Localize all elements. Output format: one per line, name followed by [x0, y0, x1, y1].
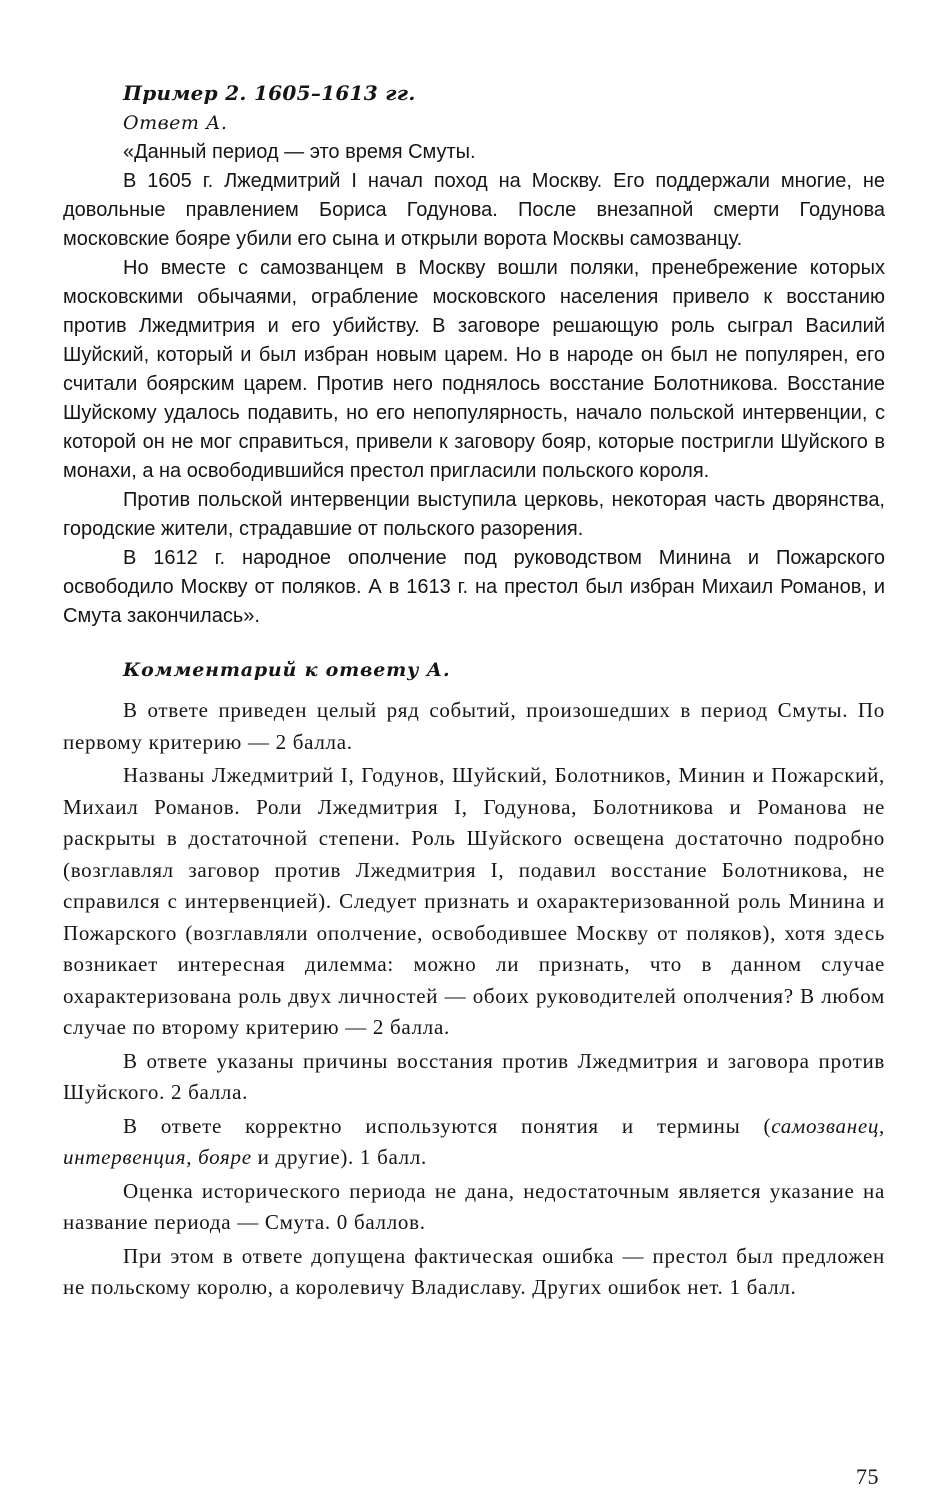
- comment-text: [63, 695, 885, 1304]
- answer-label: Ответ А.: [123, 112, 228, 134]
- answer-paragraph: Против польской интервенции выступила церковь, некоторая часть дворянства, городские жители, страдавшие от польского разорения.: [63, 489, 885, 540]
- terms-outro: и другие). 1 балл.: [251, 1145, 427, 1169]
- answer-paragraph: «Данный период — это время Смуты.: [123, 141, 476, 163]
- example-title: Пример 2. 1605–1613 гг.: [123, 81, 416, 105]
- comment-heading: Комментарий к ответу А.: [123, 659, 451, 681]
- answer-paragraph: В 1612 г. народное ополчение под руководством Минина и Пожарского освободило Москву от поляков. А в 1613 г. на престол был избран Михаил Романов, и Смута закончилась».: [63, 547, 885, 627]
- terms-list: самозванец, интервенция, бояре: [63, 1113, 885, 1169]
- answer-paragraph: В 1605 г. Лжедмитрий I начал поход на Москву. Его поддержали многие, не довольные правлением Бориса Годунова. После внезапной смерти Годунова московские бояре убили его сына и открыли ворота Москвы самозванцу.: [63, 170, 885, 250]
- answer-text: [63, 138, 885, 631]
- comment-paragraph: Оценка исторического периода не дана, недостаточным является указание на название периода — Смута. 0 баллов.: [63, 1178, 885, 1234]
- comment-paragraph: При этом в ответе допущена фактическая ошибка — престол был предложен не польскому королю, а королевичу Владиславу. Других ошибок нет. 1 балл.: [63, 1243, 885, 1299]
- document-page: [63, 78, 885, 1306]
- comment-paragraph: В ответе приведен целый ряд событий, произошедших в период Смуты. По первому критерию — 2 балла.: [63, 698, 885, 754]
- page-number: 75: [856, 1464, 879, 1489]
- comment-paragraph: В ответе указаны причины восстания против Лжедмитрия и заговора против Шуйского. 2 балла.: [63, 1048, 885, 1104]
- terms-intro: В ответе корректно используются понятия и термины (: [123, 1113, 772, 1138]
- answer-paragraph: Но вместе с самозванцем в Москву вошли поляки, пренебрежение которых московскими обычаями, ограбление московского населения привело к восстанию против Лжедмитрия и его убийству. В заговоре решающую роль сыграл Василий Шуйский, который и был избран новым царем. Но в народе он был не популярен, его считали боярским царем. Против него поднялось восстание Болотникова. Восстание Шуйскому удалось подавить, но его непопулярность, начало польской интервенции, с которой он не мог справиться, привели к заговору бояр, которые постригли Шуйского в монахи, а на освободившийся престол пригласили польского короля.: [63, 257, 885, 482]
- comment-paragraph-terms: [63, 1111, 885, 1174]
- comment-paragraph: Названы Лжедмитрий I, Годунов, Шуйский, Болотников, Минин и Пожарский, Михаил Романов. Роли Лжедмитрия I, Годунова, Болотникова и Романова не раскрыты в достаточной степени. Роль Шуйского освещена достаточно подробно (возглавлял заговор против Лжедмитрия I, подавил восстание Болотникова, не справился с интервенцией). Следует признать и охарактеризованной роль Минина и Пожарского (возглавляли ополчение, освободившее Москву от поляков), хотя здесь возникает интересная дилемма: можно ли признать, что в данном случае охарактеризована роль двух личностей — обоих руководителей ополчения? В любом случае по второму критерию — 2 балла.: [63, 763, 885, 1039]
